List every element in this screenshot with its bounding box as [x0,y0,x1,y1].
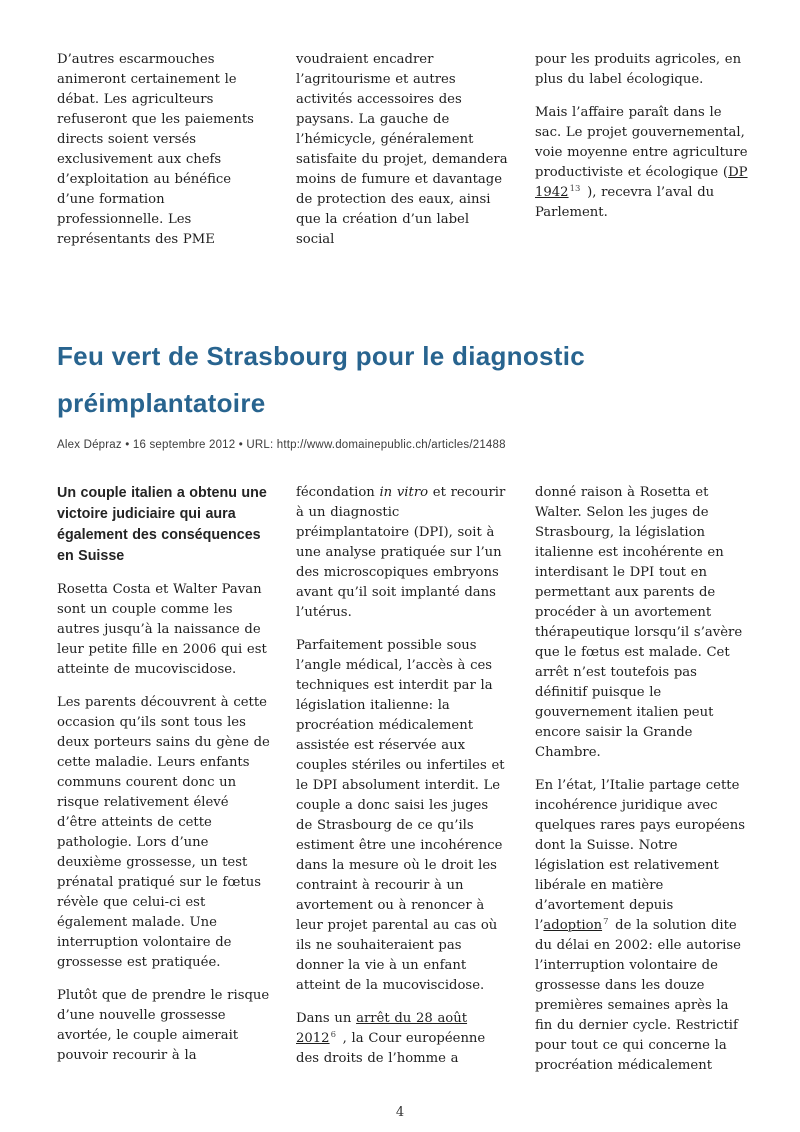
paragraph: voudraient encadrer l’agritourisme et autres activités accessoires des paysans. La gauche de l’hémicycle, généralement satisfaite du projet, demandera moins de fumure et davantage de protection des eaux, ainsi que la création d’un label social [296,52,508,247]
paragraph: Parfaitement possible sous l’angle médical, l’accès à ces techniques est interdit par la législation italienne: la procréation médicalement assistée est réservée aux couples stériles ou infertiles et le DPI absolument interdit. Le couple a donc saisi les juges de Strasbourg de ce qu’ils estiment être une incohérence dans la mesure où le droit les contraint à recourir à un avortement ou à renoncer à leur projet parental au cas où ils ne souhaiteraient pas donner la vie à un enfant atteint de la mucoviscidose. [296,638,505,993]
text-run: et recourir à un diagnostic préimplantatoire (DPI), soit à une analyse pratiquée sur l’un des microscopiques embryons avant qu’il soit implanté dans l’utérus. [296,485,506,620]
paragraph: Plutôt que de prendre le risque d’une nouvelle grossesse avortée, le couple aimerait pouvoir recourir à la [57,988,270,1063]
italic-run: in vitro [379,485,429,500]
article-byline: Alex Dépraz • 16 septembre 2012 • URL: http://www.domainepublic.ch/articles/21488 [57,439,506,451]
link-adoption[interactable]: adoption [543,918,603,933]
top-column-1 [57,50,270,263]
page-number: 4 [395,1105,405,1120]
paragraph [535,103,748,223]
paragraph [535,776,748,1076]
paragraph: donné raison à Rosetta et Walter. Selon les juges de Strasbourg, la législation italienne est incohérente en interdisant le DPI tout en permettant aux parents de procéder à un avortement thérapeutique lorsqu’il s’avère que le fœtus est malade. Cet arrêt n’est toutefois pas définitif puisque le gouvernement italien peut encore saisir la Grande Chambre. [535,485,743,760]
link-arret-28-aout-2012[interactable]: arrêt du 28 août 2012 [296,1011,468,1046]
article-header [57,333,757,451]
article-title: Feu vert de Strasbourg pour le diagnostic préimplantatoire [57,341,586,418]
paragraph: pour les produits agricoles, en plus du label écologique. [535,52,742,87]
text-run: En l’état, l’Italie partage cette incohérence juridique avec quelques rares pays européens dont la Suisse. Notre législation est relativement libérale en matière d’avortement depuis l’ [535,778,745,933]
footnote-ref: 6 [330,1029,336,1040]
text-run: fécondation [296,485,380,500]
text-run: Mais l’affaire paraît dans le sac. Le projet gouvernemental, voie moyenne entre agriculture productiviste et écologique ( [535,105,748,180]
body-column-2 [296,483,509,1089]
paragraph: Les parents découvrent à cette occasion qu’ils sont tous les deux porteurs sains du gène de cette maladie. Leurs enfants communs courent donc un risque relativement élevé d’être atteints de cette pathologie. Lors d’une deuxième grossesse, un test prénatal pratiqué sur le fœtus révèle que celui-ci est également malade. Une interruption volontaire de grossesse est pratiquée. [57,695,270,970]
article-body [57,483,757,1089]
previous-article-continuation [57,50,757,263]
text-run: ), recevra l’aval du Parlement. [535,185,715,220]
paragraph [296,483,509,623]
top-column-2 [296,50,509,263]
footnote-ref: 13 [569,183,581,194]
top-column-3 [535,50,748,263]
paragraph [296,1009,509,1069]
paragraph: D’autres escarmouches animeront certainement le débat. Les agriculteurs refuseront que les paiements directs soient versés exclusivement aux chefs d’exploitation au bénéfice d’une formation professionnelle. Les représentants des PME [57,52,254,247]
body-column-1 [57,483,270,1089]
page-footer [0,1105,800,1120]
text-run: , la Cour européenne des droits de l’homme a [296,1031,486,1066]
text-run: de la solution dite du délai en 2002: elle autorise l’interruption volontaire de grossesse dans les douze premières semaines après la fin du dernier cycle. Restrictif pour tout ce qui concerne la procréation médicalement [535,918,741,1073]
link-dp-1942[interactable]: DP 1942 [535,165,748,200]
body-column-3 [535,483,748,1089]
paragraph: Rosetta Costa et Walter Pavan sont un couple comme les autres jusqu’à la naissance de leur petite fille en 2006 qui est atteinte de mucoviscidose. [57,582,267,677]
article-lead: Un couple italien a obtenu une victoire judiciaire qui aura également des conséquences en Suisse [57,485,267,564]
footnote-ref: 7 [603,916,609,927]
text-run: Dans un [296,1011,357,1026]
